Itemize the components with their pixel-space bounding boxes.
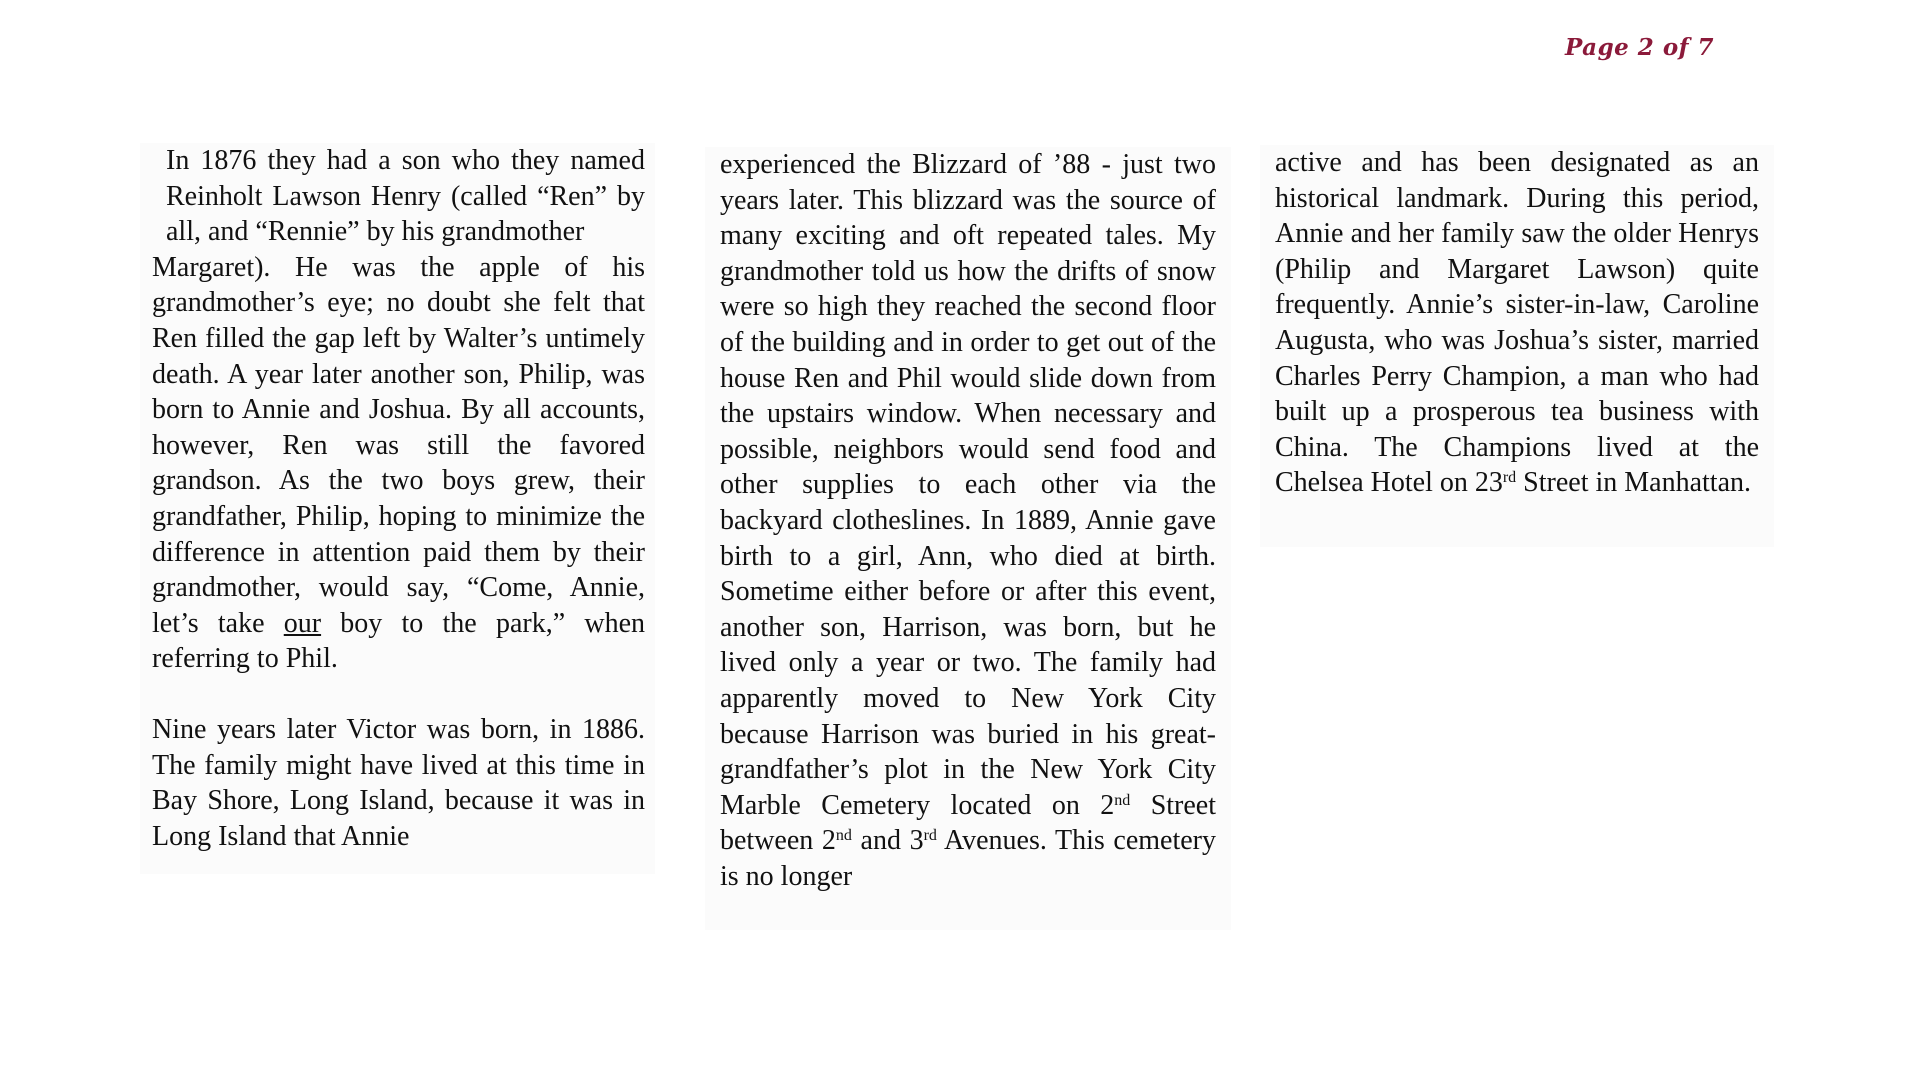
page-indicator: Page 2 of 7 — [1565, 34, 1715, 61]
paragraph-1-body — [152, 250, 645, 677]
paragraph-1-text-a: Margaret). He was the apple of his grandmother’s eye; no doubt she felt that Ren filled the gap left by Walter’s untimely death. A year later another son, Philip, was born to Annie and Joshua. By all accounts, however, Ren was still the favored grandson. As the two boys grew, their grandfather, Philip, hoping to minimize the difference in attention paid them by their grandmother, would say, “Come, Annie, let’s take — [152, 251, 645, 639]
paragraph-1-intro: In 1876 they had a son who they named Reinholt Lawson Henry (called “Ren” by all, and “Rennie” by his grandmother — [166, 145, 645, 248]
column-2-text-d: Avenues. This cemetery is no longer — [720, 825, 1216, 892]
column-2-text-a: experienced the Blizzard of ’88 - just two years later. This blizzard was the source of many exciting and oft repeated tales. My grandmother told us how the drifts of snow were so high they reached the second floor of the building and in order to get out of the house Ren and Phil would slide down from the upstairs window. When necessary and possible, neighbors would send food and other supplies to each other via the backyard clotheslines. In 1889, Annie gave birth to a girl, Ann, who died at birth. Sometime either before or after this event, another son, Harrison, was born, but he lived only a year or two. The family had apparently moved to New York City because Harrison was buried in his great-grandfather’s plot in the New York City Marble Cemetery located on 2 — [720, 149, 1216, 821]
text-column-3 — [1260, 145, 1774, 547]
ordinal-suffix: rd — [1502, 469, 1517, 487]
underlined-word: our — [283, 607, 322, 639]
column-3-text-b: Street in Manhattan. — [1516, 467, 1751, 499]
ordinal-suffix: rd — [923, 827, 937, 845]
paragraph-2: Nine years later Victor was born, in 1886. The family might have lived at this time in Bay Shore, Long Island, because it was in Long Island that Annie — [152, 713, 645, 852]
column-3-text-a: active and has been designated as an historical landmark. During this period, Annie and her family saw the older Henrys (Philip and Margaret Lawson) quite frequently. Annie’s sister-in-law, Caroline Augusta, who was Joshua’s sister, married Charles Perry Champion, a man who had built up a prosperous tea business with China. The Champions lived at the Chelsea Hotel on 23 — [1275, 147, 1759, 499]
ordinal-suffix: nd — [835, 827, 852, 845]
column-2-text-b: Street between 2 — [720, 789, 1217, 857]
column-2-text-c: and 3 — [851, 825, 924, 857]
column-2-paragraph — [720, 147, 1216, 894]
text-column-2 — [705, 147, 1231, 930]
column-3-paragraph — [1275, 145, 1759, 501]
text-column-1 — [140, 143, 655, 874]
ordinal-suffix: nd — [1114, 791, 1131, 809]
paragraph-1-text-b: boy to the park,” when referring to Phil. — [152, 607, 645, 675]
